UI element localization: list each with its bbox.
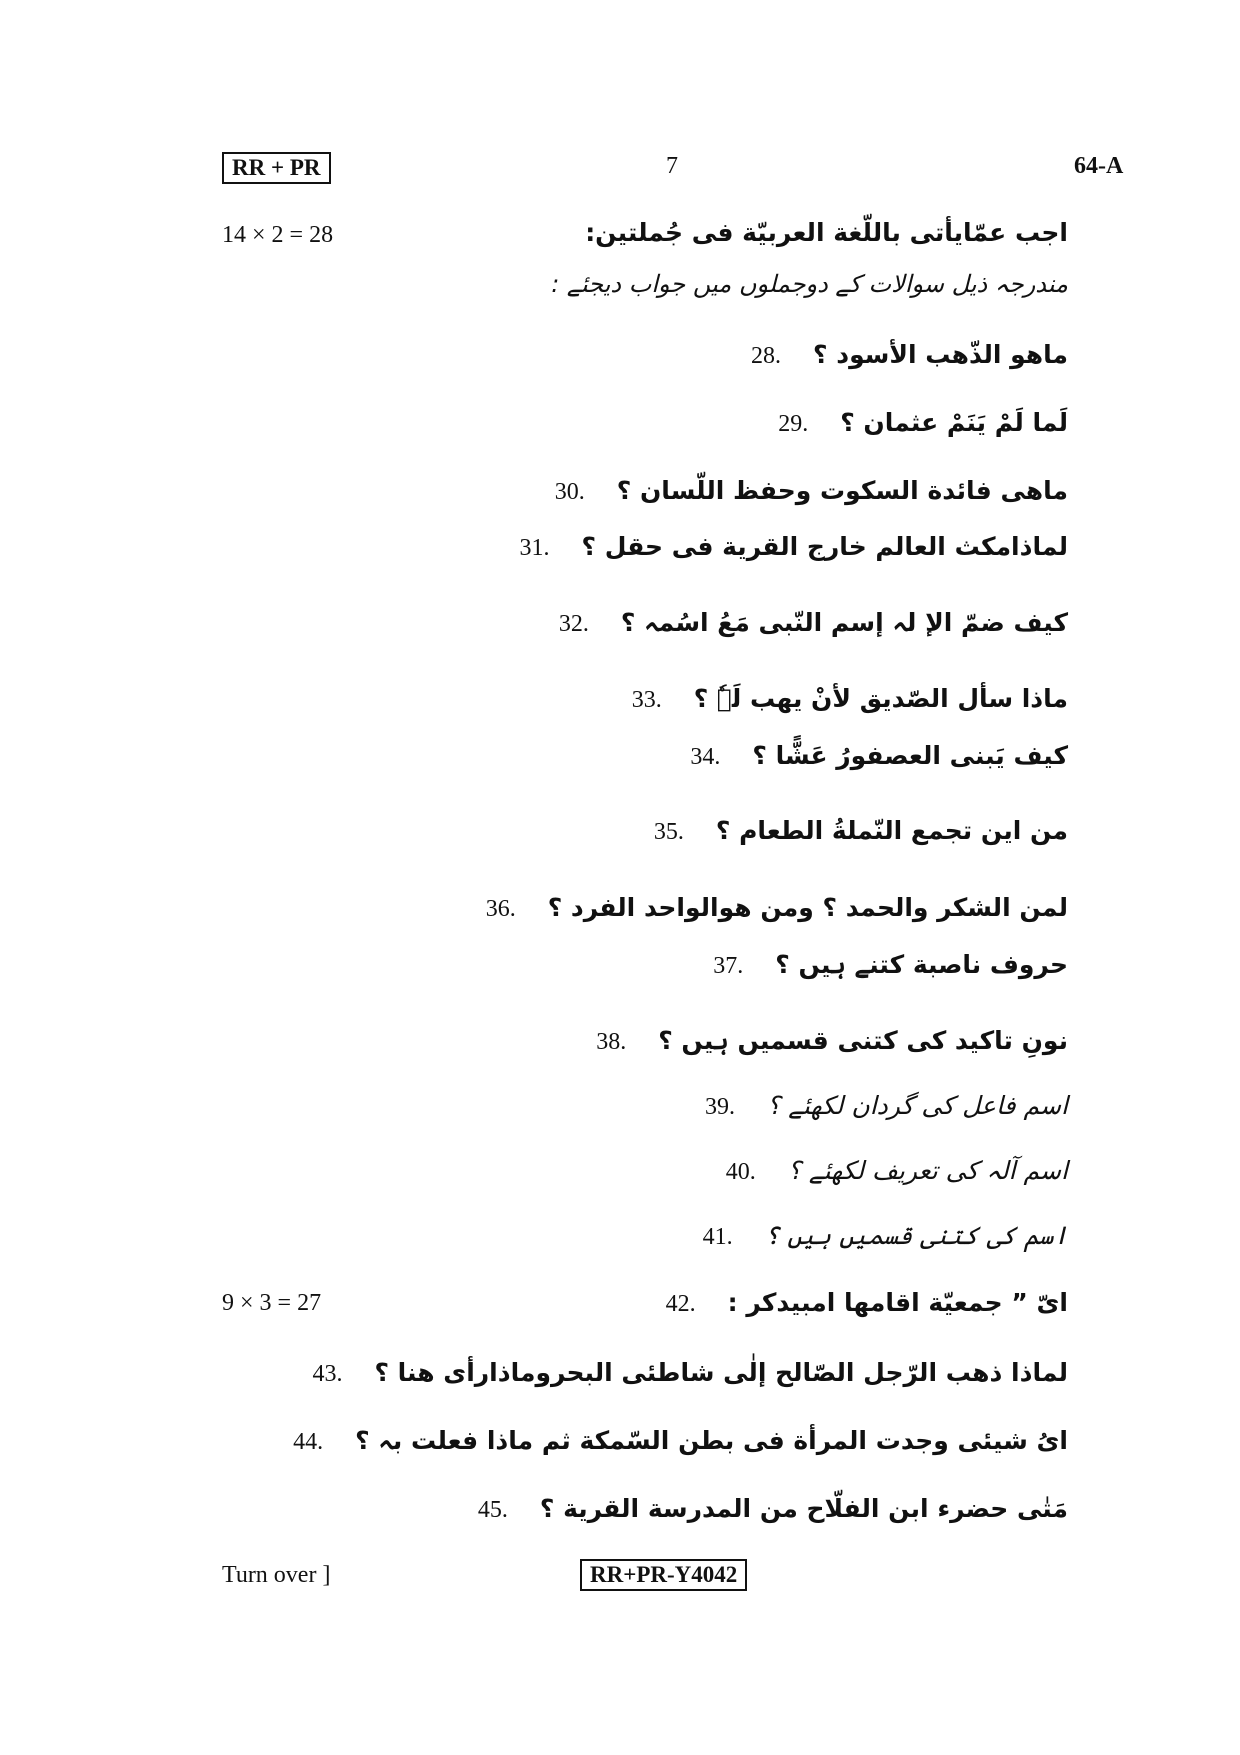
question-44 (293, 1426, 1068, 1456)
question-number: 31. (519, 535, 550, 561)
question-text: حروف ناصبة کتنے ہیں ؟ (775, 950, 1068, 979)
question-number: 44. (293, 1429, 324, 1455)
question-text: کیف ضمّ الإ لہ إسم النّبی مَعُ اسُمہ ؟ (620, 608, 1068, 637)
question-number: 35. (653, 819, 684, 845)
question-number: 30. (554, 479, 585, 505)
question-35 (654, 816, 1068, 846)
question-29 (778, 408, 1068, 438)
question-31 (520, 532, 1068, 562)
question-41 (703, 1221, 1068, 1251)
question-text: لمن الشکر والحمد ؟ ومن ھوالواحد الفرد ؟ (547, 893, 1068, 922)
question-text: ماذا سأل الصّدیق لأنْ یھب لَہٗ ؟ (693, 684, 1068, 713)
question-text: ماھو الذّھب الأسود ؟ (813, 340, 1068, 369)
question-text: نونِ تاکید کی کتنی قسمیں ہیں ؟ (658, 1026, 1068, 1055)
footer-code: RR+PR-Y4042 (580, 1559, 747, 1591)
question-text: من این تجمع النّملةُ الطعام ؟ (715, 816, 1068, 845)
question-number: 42. (665, 1291, 696, 1317)
instruction-urdu: مندرجہ ذیل سوالات کے دوجملوں میں جواب دیجئے : (551, 270, 1068, 298)
question-text: ایّ ” جمعیّة اقامھا امبیدکر : (727, 1288, 1068, 1317)
question-number: 41. (702, 1224, 733, 1250)
question-text: مَتٰی حضرء ابن الفلّاح من المدرسة القریة ؟ (539, 1494, 1068, 1523)
question-number: 36. (485, 896, 516, 922)
question-28 (751, 340, 1068, 370)
header-code-right: 64-A (1074, 153, 1124, 179)
question-text: اسم کی کتنی قسمیں ہیں ؟ (764, 1221, 1068, 1250)
question-text: کیف یَبنی العصفورُ عَشًّا ؟ (752, 741, 1068, 770)
question-text: لماذا ذھب الرّجل الصّالح إلٰی شاطئی البحروماذارأی ھنا ؟ (374, 1358, 1068, 1387)
question-30 (555, 476, 1068, 506)
question-45 (478, 1494, 1068, 1524)
question-number: 33. (631, 687, 662, 713)
question-36 (486, 893, 1068, 923)
question-32 (559, 608, 1068, 638)
question-number: 40. (725, 1159, 756, 1185)
question-number: 34. (690, 744, 721, 770)
question-40 (726, 1156, 1068, 1186)
question-text: اسم فاعل کی گردان لکھئے ؟ (767, 1091, 1068, 1120)
question-number: 43. (312, 1361, 343, 1387)
question-number: 45. (477, 1497, 508, 1523)
question-text: اسم آلہ کی تعریف لکھئے ؟ (787, 1156, 1068, 1185)
question-text: لماذامکث العالم خارج القریة فی حقل ؟ (581, 532, 1068, 561)
question-38 (596, 1026, 1068, 1056)
question-34 (690, 741, 1068, 771)
instruction-arabic: اجب عمّایأتی باللّغة العربیّة فی جُملتین: (585, 218, 1068, 247)
question-37 (713, 950, 1068, 980)
question-43 (312, 1358, 1068, 1388)
question-number: 37. (713, 953, 744, 979)
question-text: ماھی فائدة السکوت وحفظ اللّسان ؟ (616, 476, 1068, 505)
question-text: لَما لَمْ یَنَمْ عثمان ؟ (840, 408, 1068, 437)
question-number: 28. (751, 343, 782, 369)
section2-marks: 9 × 3 = 27 (222, 1290, 322, 1316)
question-text: ایُ شیئی وجدت المرأة فی بطن السّمکة ثم ماذا فعلت بہ ؟ (355, 1426, 1068, 1455)
question-number: 29. (778, 411, 809, 437)
turn-over-note: Turn over ] (222, 1562, 331, 1588)
section1-marks: 14 × 2 = 28 (222, 222, 334, 248)
question-39 (705, 1091, 1068, 1121)
page-number: 7 (666, 153, 678, 179)
question-number: 39. (705, 1094, 736, 1120)
question-number: 32. (558, 611, 589, 637)
question-42 (666, 1288, 1068, 1318)
header-code-left: RR + PR (222, 152, 331, 184)
question-33 (632, 684, 1068, 714)
question-number: 38. (596, 1029, 627, 1055)
